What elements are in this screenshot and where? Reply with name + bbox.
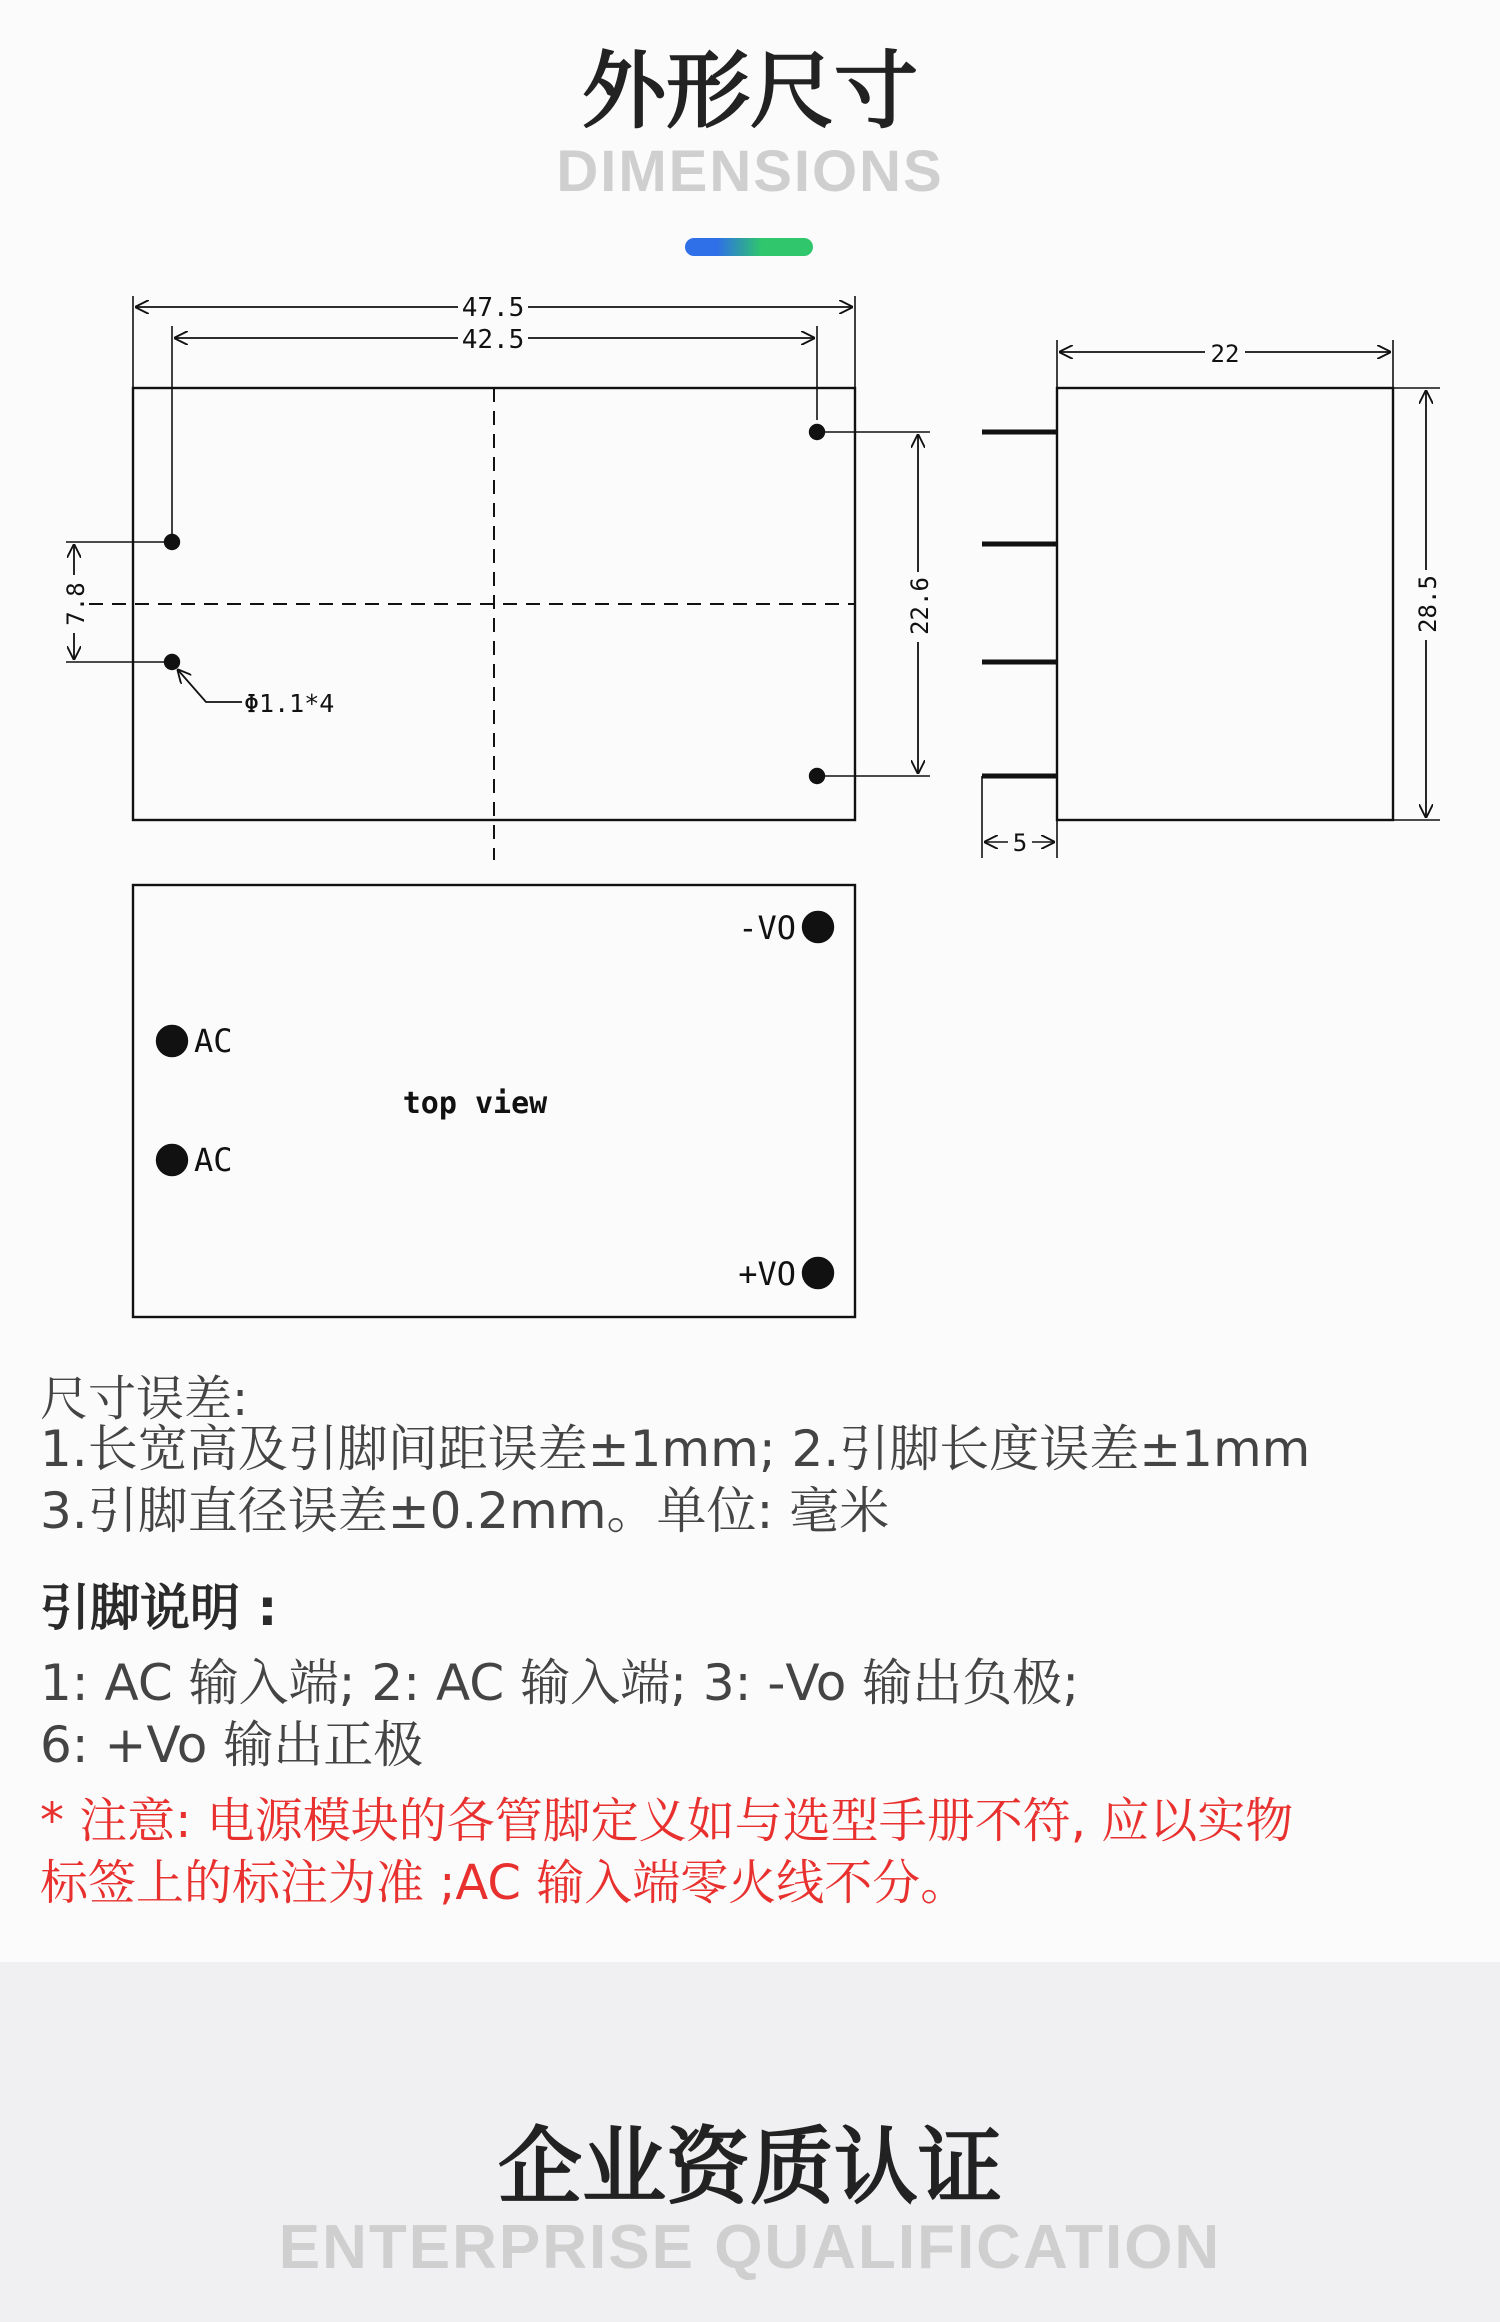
dim-label-7-8: 7.8 [62,582,90,626]
footer-subtitle: ENTERPRISE QUALIFICATION [278,2213,1222,2282]
footer-title: 企业资质认证 [497,2118,1002,2216]
dimension-drawing [0,270,1500,1340]
section-title: 外形尺寸 [581,42,918,140]
pin-description-heading: 引脚说明 : [40,1579,278,1637]
dim-label-5: 5 [1012,829,1028,857]
dim-label-22-6: 22.6 [906,577,934,635]
pin-dot-neg-vo [803,912,833,942]
pin-hole [165,655,179,669]
pin-label-ac-2: AC [194,1141,233,1179]
dim-label-42-5: 42.5 [461,325,525,355]
tolerance-heading: 尺寸误差: [40,1371,249,1427]
pin-hole [810,769,824,783]
pin-diameter-leader [178,670,242,702]
section-subtitle: DIMENSIONS [556,139,944,204]
pin-dot-ac-2 [157,1145,187,1175]
dim-label-47-5: 47.5 [461,293,525,323]
accent-bar [685,238,813,256]
pin-description-line: 6: +Vo 输出正极 [40,1716,424,1774]
top-view-label: top view [402,1086,548,1121]
module-side-outline [1057,388,1393,820]
pin-label-neg-vo: -VO [738,909,796,947]
pin-hole [810,425,824,439]
warning-note [40,1790,1460,1914]
pin-label-pos-vo: +VO [738,1255,796,1293]
warning-note-line: 标签上的标注为准 ;AC 输入端零火线不分。 [40,1855,969,1911]
pin-description-list [40,1652,1460,1776]
tolerance-line: 1.长宽高及引脚间距误差±1mm; 2.引脚长度误差±1mm [40,1420,1311,1478]
pin-label-ac-1: AC [194,1022,233,1060]
warning-note-line: * 注意: 电源模块的各管脚定义如与选型手册不符, 应以实物 [40,1793,1294,1849]
pin-description-line: 1: AC 输入端; 2: AC 输入端; 3: -Vo 输出负极; [40,1654,1080,1712]
pin-diameter-note: Φ1.1*4 [244,689,335,718]
dim-label-22: 22 [1210,340,1240,368]
tolerance-list [40,1418,1460,1542]
pin-dot-ac-1 [157,1026,187,1056]
pin-hole [165,535,179,549]
pin-dot-pos-vo [803,1258,833,1288]
dim-label-28-5: 28.5 [1414,575,1442,633]
tolerance-line: 3.引脚直径误差±0.2mm。单位: 毫米 [40,1482,890,1540]
